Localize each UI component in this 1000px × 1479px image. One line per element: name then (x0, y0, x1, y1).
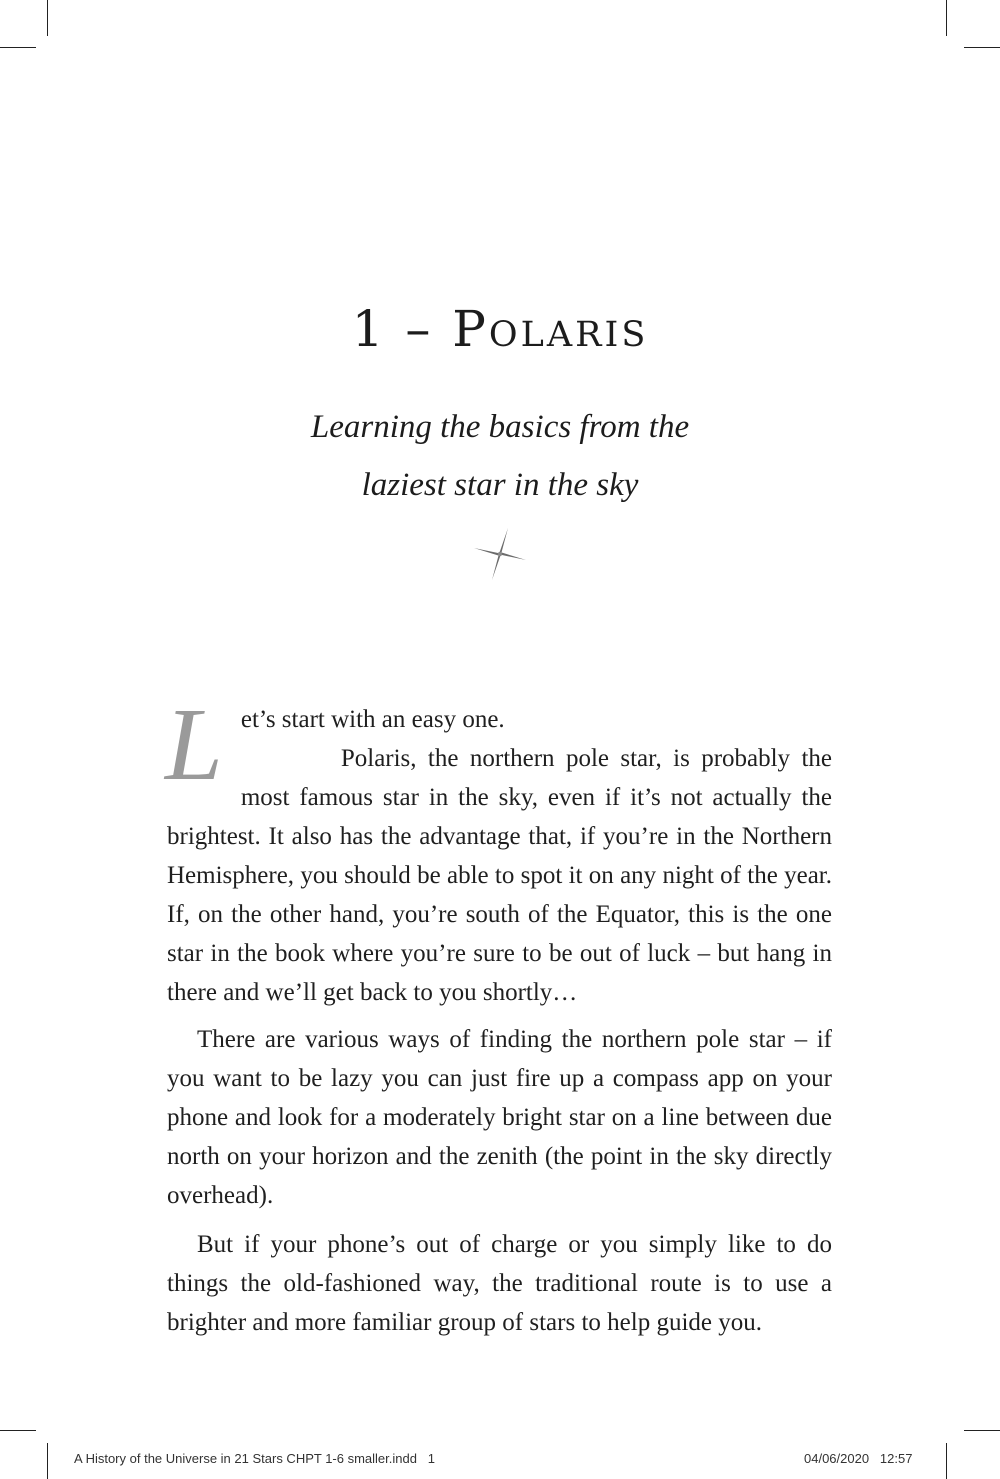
slug-timestamp: 04/06/2020 12:57 (804, 1451, 913, 1466)
crop-mark (47, 0, 48, 36)
chapter-subtitle (0, 398, 1000, 514)
crop-mark (946, 0, 947, 36)
crop-mark (964, 1430, 1000, 1431)
drop-cap: L (165, 687, 223, 802)
paragraph-4: But if your phone’s out of charge or you simply like to do things the old-fashioned way, the traditional route is to use a brighter and more familiar group of stars to help guide you. (167, 1231, 832, 1336)
four-point-star-icon (470, 524, 530, 584)
crop-mark (0, 47, 36, 48)
crop-mark (964, 47, 1000, 48)
crop-mark (0, 1430, 36, 1431)
crop-mark (47, 1443, 48, 1479)
slug-filename: A History of the Universe in 21 Stars CHPT 1-6 smaller.indd 1 (74, 1451, 436, 1466)
subtitle-line-1: Learning the basics from the (310, 409, 690, 445)
chapter-title: 1 – Polaris (351, 300, 649, 358)
body-text (165, 687, 832, 1342)
paragraph-1: et’s start with an easy one. (240, 706, 505, 733)
subtitle-line-2: laziest star in the sky (361, 467, 639, 503)
opening-line (165, 687, 832, 802)
paragraph-3: There are various ways of finding the northern pole star – if you want to be lazy you can just fire up a compass app on your phone and look for a moderately bright star on a line between due north on your horizon and the zenith (the point in the sky directly overhead). (167, 1026, 832, 1209)
crop-mark (946, 1443, 947, 1479)
paragraph-2: Polaris, the northern pole star, is probably the most famous star in the sky, even if it’s not actually the brightest. It also has the advantage that, if you’re in the Northern Hemisphere, you should be able to spot it on any night of the year. If, on the other hand, you’re south of the Equator, this is the one star in the book where you’re sure to be out of luck – but hang in there and we’ll get back to you shortly… (167, 745, 832, 1006)
